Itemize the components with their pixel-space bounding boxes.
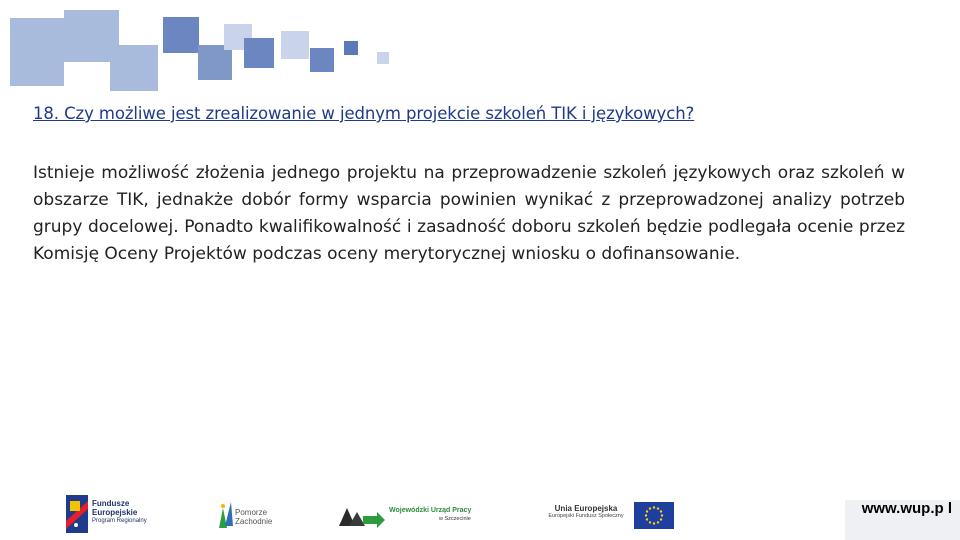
fundusze-europejskie-logo — [66, 495, 166, 535]
pomorze-line2: Zachodnie — [235, 517, 273, 526]
footer-logos — [0, 490, 960, 540]
fundusze-line3: Program Regionalny — [92, 518, 147, 524]
wup-line1: Wojewódzki Urząd Pracy — [389, 507, 472, 514]
header-decoration — [0, 0, 400, 95]
wup-line2: w Szczecinie — [439, 516, 471, 522]
deco-square — [110, 45, 158, 91]
answer-paragraph: Istnieje możliwość złożenia jednego projektu na przeprowadzenie szkoleń językowych oraz szkoleń w obszarze TIK, jednakże dobór formy wsparcia powinien wynikać z przeprowadzonej analizy potrzeb grupy docelowej. Ponadto kwalifikowalność i zasadność doboru szkoleń będzie podlegała ocenie przez Komisję Oceny Projektów podczas oceny merytorycznej wniosku o dofinansowanie. — [33, 163, 905, 264]
deco-square — [281, 31, 309, 59]
wup-emblem-icon — [337, 502, 385, 530]
deco-square — [244, 38, 274, 68]
fundusze-line1: Fundusze — [92, 499, 130, 508]
deco-square — [198, 45, 232, 80]
ue-line2: Europejski Fundusz Społeczny — [548, 513, 624, 519]
deco-square — [10, 18, 64, 86]
pomorze-zachodnie-logo — [215, 500, 285, 532]
deco-square — [377, 52, 389, 64]
deco-square — [163, 17, 199, 53]
pomorze-line1: Pomorze — [235, 508, 268, 517]
eu-flag-icon — [634, 502, 674, 529]
pomorze-emblem-icon — [215, 500, 235, 530]
fundusze-emblem-icon — [66, 495, 88, 533]
deco-square — [344, 41, 358, 55]
ue-line1: Unia Europejska — [554, 504, 618, 513]
fundusze-line2: Europejskie — [92, 508, 138, 517]
website-url[interactable]: www.wup.p l — [845, 500, 960, 540]
page-title: 18. Czy możliwe jest zrealizowanie w jednym projekcie szkoleń TIK i językowych? — [33, 104, 695, 123]
wup-logo — [337, 500, 487, 532]
deco-square — [310, 48, 334, 72]
unia-europejska-logo — [540, 500, 675, 532]
